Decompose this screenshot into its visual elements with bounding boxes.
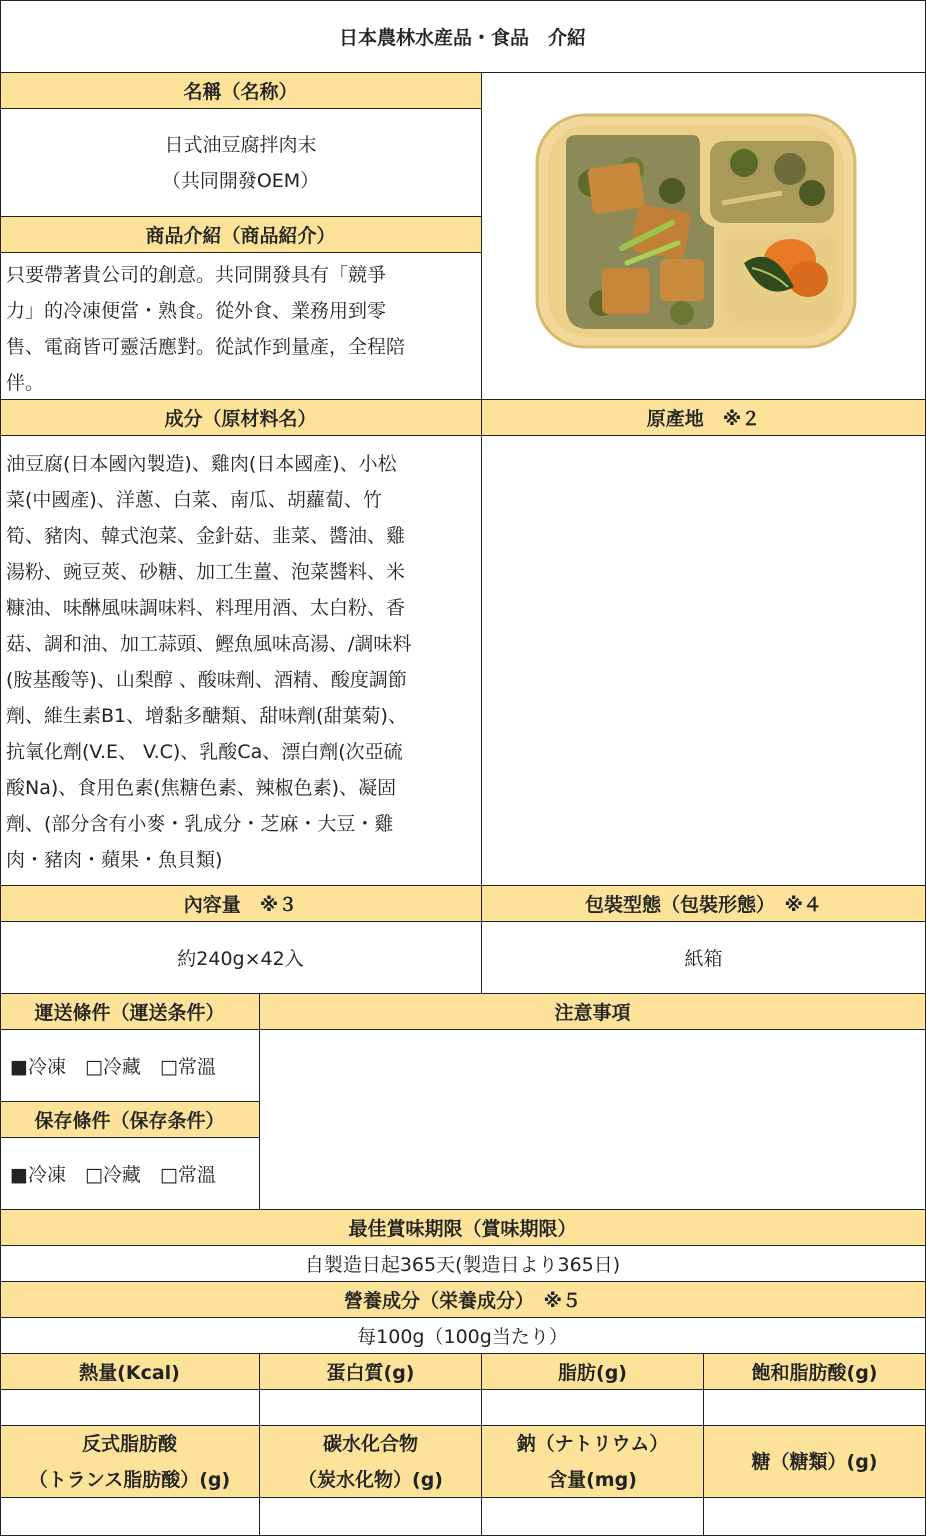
origin-header: 原產地 ※２: [482, 400, 926, 436]
ingredients-text: 油豆腐(日本國內製造)、雞肉(日本國產)、小松 菜(中國產)、洋蔥、白菜、南瓜、胡蘿蔔、竹 筍、豬肉、韓式泡菜、金針菇、韭菜、醬油、雞 湯粉、豌豆莢、砂糖、加工生薑、泡菜醬料、米 糠油、味醂風味調味料、料理用酒、太白粉、香 菇、調和油、加工蒜頭、鰹魚風味高湯、/調味料 (胺基酸等)、山梨醇 、酸味劑、酒精、酸度調節 劑、維生素B1、增黏多醣類、甜味劑(甜葉菊)、 抗氧化劑(V.E、 V.C)、乳酸Ca、漂白劑(次亞硫 酸Na)、食用色素(焦糖色素、辣椒色素)、凝固 劑、(部分含有小麥・乳成分・芝麻・大豆・雞 肉・豬肉・蘋果・魚貝類): [0, 436, 482, 886]
nutrition-label-fat: 脂肪(g): [482, 1354, 704, 1390]
nutrition-per: 每100g（100g当たり）: [0, 1318, 926, 1354]
storage-options: ■冷凍 □冷藏 □常溫: [0, 1138, 260, 1210]
best-before-header: 最佳賞味期限（賞味期限）: [0, 1210, 926, 1246]
nutrition-label-carbohydrate: 碳水化合物 （炭水化物）(g): [260, 1426, 482, 1498]
ingredients-header: 成分（原材料名）: [0, 400, 482, 436]
product-name: 日式油豆腐拌肉末 （共同開發OEM）: [0, 109, 482, 217]
product-intro-header: 商品介紹（商品紹介）: [0, 217, 482, 253]
origin-value: [482, 436, 926, 886]
page-title: 日本農林水産品・食品 介紹: [0, 0, 926, 73]
content-header: 內容量 ※３: [0, 886, 482, 922]
name-header: 名稱（名称）: [0, 73, 482, 109]
transport-header: 運送條件（運送条件）: [0, 994, 260, 1030]
storage-header: 保存條件（保存条件）: [0, 1102, 260, 1138]
nutrition-value-sodium: [482, 1498, 704, 1536]
nutrition-value-sugar: [704, 1498, 926, 1536]
nutrition-label-saturated-fat: 飽和脂肪酸(g): [704, 1354, 926, 1390]
bento-box-photo-icon: [482, 73, 926, 400]
nutrition-value-energy: [0, 1390, 260, 1426]
nutrition-value-saturated-fat: [704, 1390, 926, 1426]
notes-header: 注意事項: [260, 994, 926, 1030]
nutrition-label-protein: 蛋白質(g): [260, 1354, 482, 1390]
nutrition-label-trans-fat: 反式脂肪酸 （トランス脂肪酸）(g): [0, 1426, 260, 1498]
transport-options: ■冷凍 □冷藏 □常溫: [0, 1030, 260, 1102]
packaging-header: 包裝型態（包裝形態） ※４: [482, 886, 926, 922]
nutrition-label-sodium: 鈉（ナトリウム） 含量(mg): [482, 1426, 704, 1498]
nutrition-value-protein: [260, 1390, 482, 1426]
nutrition-value-carbohydrate: [260, 1498, 482, 1536]
product-intro-text: 只要帶著貴公司的創意。共同開發具有「競爭 力」的冷凍便當・熟食。從外食、業務用到零 售、電商皆可靈活應對。從試作到量產，全程陪 伴。: [0, 253, 482, 400]
nutrition-header: 營養成分（栄養成分） ※５: [0, 1282, 926, 1318]
nutrition-label-sugar: 糖（糖類）(g): [704, 1426, 926, 1498]
nutrition-label-energy: 熱量(Kcal): [0, 1354, 260, 1390]
packaging-value: 紙箱: [482, 922, 926, 994]
content-value: 約240g×42入: [0, 922, 482, 994]
product-image-cell: [482, 73, 926, 400]
nutrition-value-trans-fat: [0, 1498, 260, 1536]
best-before-value: 自製造日起365天(製造日より365日): [0, 1246, 926, 1282]
nutrition-value-fat: [482, 1390, 704, 1426]
notes-value: [260, 1030, 926, 1210]
